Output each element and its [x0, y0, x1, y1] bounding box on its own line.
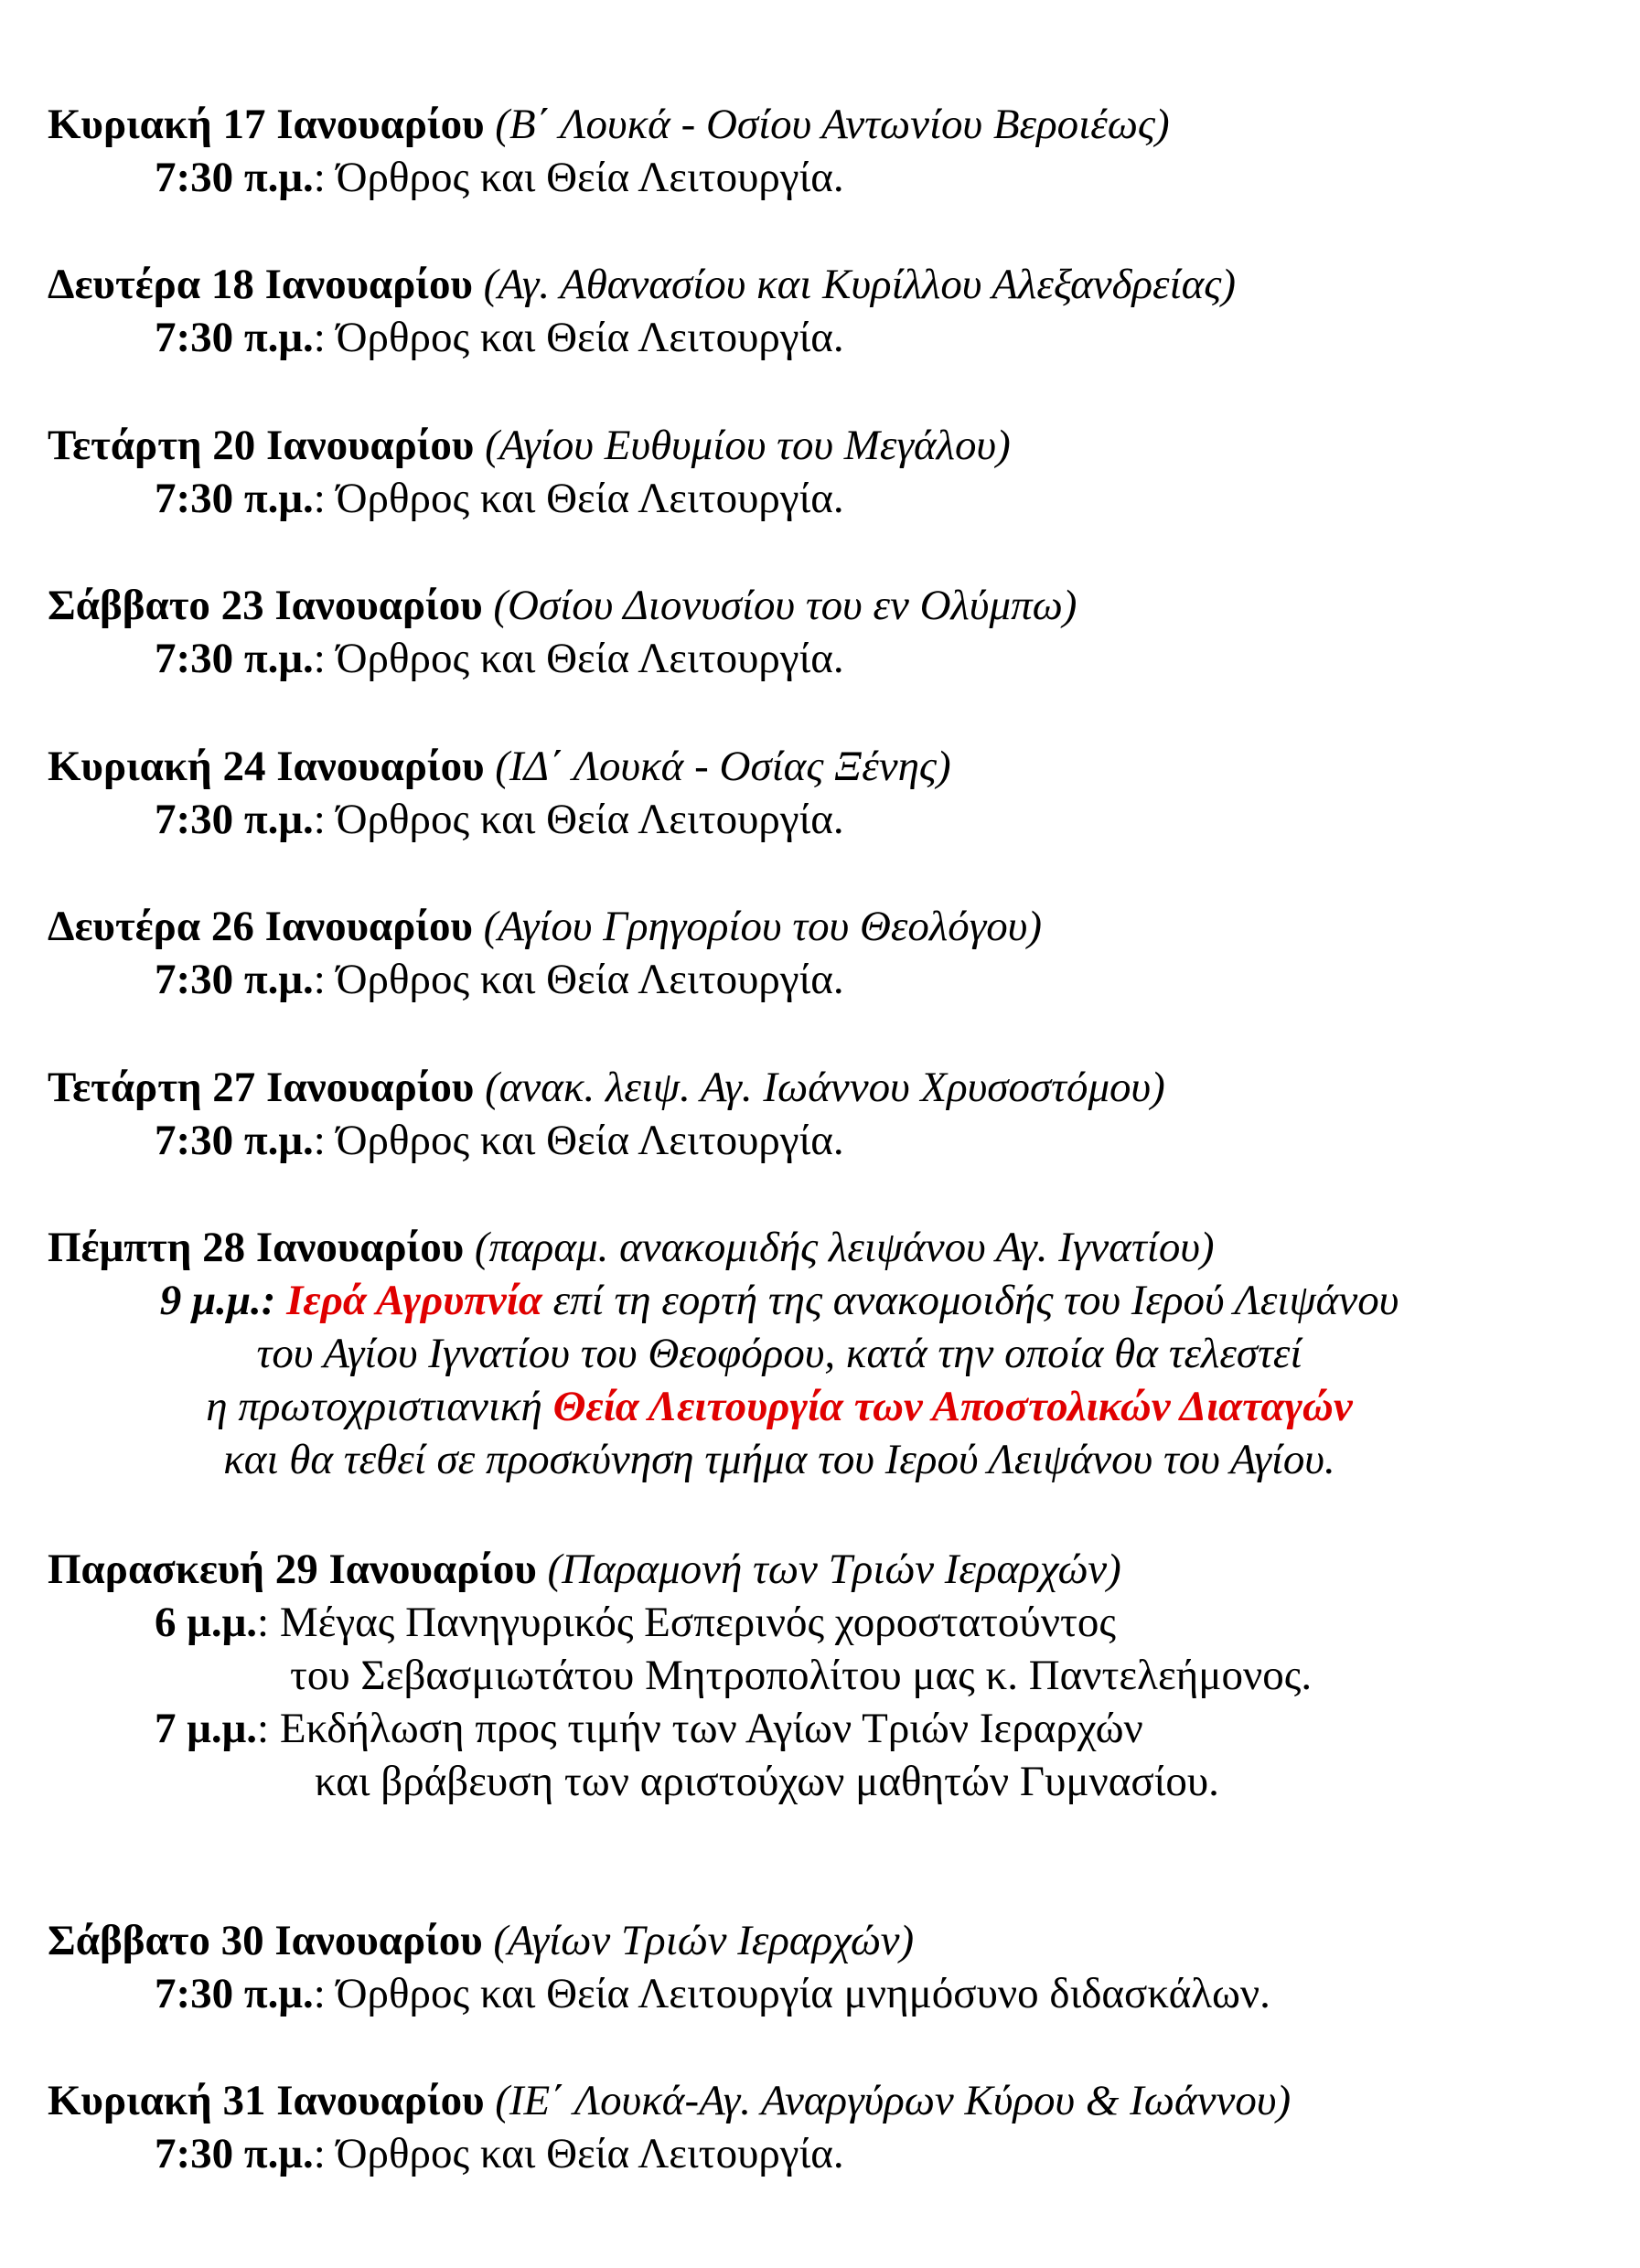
entry-service-text: : Όρθρος και Θεία Λειτουργία. — [313, 1117, 844, 1164]
vespers-time: 6 μ.μ. — [155, 1599, 258, 1646]
vigil-line-3 — [48, 1380, 1511, 1433]
schedule-entry — [48, 1061, 1602, 1167]
entry-time: 7:30 π.μ. — [155, 314, 314, 361]
entry-service-text: : Όρθρος και Θεία Λειτουργία. — [313, 635, 844, 682]
entry-time: 7:30 π.μ. — [155, 956, 314, 1003]
entry-service — [48, 953, 1602, 1006]
entry-service — [48, 793, 1602, 846]
entry-heading — [48, 98, 1602, 151]
event-text-continued: και βράβευση των αριστούχων μαθητών Γυμνασίου. — [315, 1758, 1219, 1805]
vespers-service — [48, 1596, 1602, 1649]
entry-heading — [48, 1221, 1602, 1274]
entry-heading — [48, 579, 1602, 632]
entry-day: Σάββατο 30 Ιανουαρίου — [48, 1917, 483, 1964]
vespers-text: : Μέγας Πανηγυρικός Εσπερινός χοροστατούντος — [257, 1599, 1116, 1646]
vespers-text-continued: του Σεβασμιωτάτου Μητροπολίτου μας κ. Παντελεήμονος. — [290, 1652, 1313, 1699]
schedule-entry — [48, 579, 1602, 685]
entry-heading — [48, 740, 1602, 793]
entry-day: Παρασκευή 29 Ιανουαρίου — [48, 1546, 537, 1593]
entry-heading — [48, 1914, 1602, 1967]
entry-service-text: : Όρθρος και Θεία Λειτουργία. — [313, 796, 844, 843]
entry-service — [48, 632, 1602, 685]
entry-time: 7:30 π.μ. — [155, 1117, 314, 1164]
vigil-line-1 — [48, 1274, 1511, 1327]
entry-service — [48, 2127, 1602, 2180]
entry-time: 7:30 π.μ. — [155, 2130, 314, 2177]
vigil-line-3-text: η πρωτοχριστιανική — [206, 1383, 553, 1430]
entry-time: 7:30 π.μ. — [155, 635, 314, 682]
vigil-line-1-text: επί τη εορτή της ανακομοιδής του Ιερού Λειψάνου — [541, 1277, 1399, 1324]
entry-day: Κυριακή 24 Ιανουαρίου — [48, 743, 485, 790]
friday-entry — [48, 1543, 1602, 1808]
event-text: : Εκδήλωση προς τιμήν των Αγίων Τριών Ιεραρχών — [257, 1705, 1143, 1752]
entry-service-text: : Όρθρος και Θεία Λειτουργία. — [313, 2130, 844, 2177]
entry-service — [48, 472, 1602, 525]
entry-heading — [48, 2074, 1602, 2127]
entry-service — [48, 151, 1602, 204]
entry-heading — [48, 419, 1602, 472]
entry-feast: (Β΄ Λουκά - Οσίου Αντωνίου Βεροιέως) — [495, 101, 1170, 148]
entry-time: 7:30 π.μ. — [155, 475, 314, 522]
vigil-highlight: Ιερά Αγρυπνία — [286, 1277, 542, 1324]
entry-feast: (Αγίου Γρηγορίου του Θεολόγου) — [483, 903, 1043, 950]
entry-heading — [48, 258, 1602, 311]
schedule-entry — [48, 258, 1602, 364]
entry-feast: (ΙΕ΄ Λουκά-Αγ. Αναργύρων Κύρου & Ιωάννου) — [495, 2077, 1292, 2124]
entry-feast: (Παραμονή των Τριών Ιεραρχών) — [547, 1546, 1121, 1593]
entry-feast: (ΙΔ΄ Λουκά - Οσίας Ξένης) — [495, 743, 951, 790]
entry-heading — [48, 1543, 1602, 1596]
schedule-entry — [48, 740, 1602, 846]
entry-feast: (Αγίων Τριών Ιεραρχών) — [493, 1917, 915, 1964]
vigil-time: 9 μ.μ.: — [159, 1277, 276, 1324]
entry-feast: (παραμ. ανακομιδής λειψάνου Αγ. Ιγνατίου) — [474, 1224, 1215, 1271]
entry-day: Δευτέρα 18 Ιανουαρίου — [48, 261, 473, 308]
entry-time: 7:30 π.μ. — [155, 796, 314, 843]
entry-service-text: : Όρθρος και Θεία Λειτουργία μνημόσυνο διδασκάλων. — [313, 1970, 1270, 2017]
schedule-entry — [48, 2074, 1602, 2180]
entry-day: Σάββατο 23 Ιανουαρίου — [48, 582, 483, 629]
entry-service — [48, 1114, 1602, 1167]
entry-day: Δευτέρα 26 Ιανουαρίου — [48, 903, 473, 950]
entry-day: Τετάρτη 27 Ιανουαρίου — [48, 1064, 475, 1111]
entry-service-text: : Όρθρος και Θεία Λειτουργία. — [313, 154, 844, 201]
entry-service-text: : Όρθρος και Θεία Λειτουργία. — [313, 314, 844, 361]
entry-service — [48, 1967, 1602, 2020]
entry-feast: (Αγίου Ευθυμίου του Μεγάλου) — [485, 422, 1011, 469]
entry-feast: (Αγ. Αθανασίου και Κυρίλλου Αλεξανδρείας) — [483, 261, 1236, 308]
entry-service-text: : Όρθρος και Θεία Λειτουργία. — [313, 956, 844, 1003]
entry-heading — [48, 900, 1602, 953]
event-service — [48, 1702, 1602, 1755]
entry-day: Κυριακή 31 Ιανουαρίου — [48, 2077, 485, 2124]
entry-time: 7:30 π.μ. — [155, 1970, 314, 2017]
schedule-entry — [48, 900, 1602, 1006]
event-time: 7 μ.μ. — [155, 1705, 258, 1752]
schedule-entry — [48, 98, 1602, 204]
entry-feast: (Οσίου Διονυσίου του εν Ολύμπω) — [493, 582, 1077, 629]
schedule-entry — [48, 1914, 1602, 2020]
entry-day: Κυριακή 17 Ιανουαρίου — [48, 101, 485, 148]
entry-day: Πέμπτη 28 Ιανουαρίου — [48, 1224, 465, 1271]
vigil-line-4: και θα τεθεί σε προσκύνηση τμήμα του Ιερού Λειψάνου του Αγίου. — [223, 1436, 1335, 1483]
schedule-entry — [48, 419, 1602, 525]
vigil-line-2: του Αγίου Ιγνατίου του Θεοφόρου, κατά την οποία θα τελεστεί — [256, 1330, 1302, 1377]
entry-heading — [48, 1061, 1602, 1114]
liturgy-highlight: Θεία Λειτουργία των Αποστολικών Διαταγών — [552, 1383, 1353, 1430]
entry-feast: (ανακ. λειψ. Αγ. Ιωάννου Χρυσοστόμου) — [485, 1064, 1165, 1111]
entry-time: 7:30 π.μ. — [155, 154, 314, 201]
entry-service-text: : Όρθρος και Θεία Λειτουργία. — [313, 475, 844, 522]
entry-service — [48, 311, 1602, 364]
entry-day: Τετάρτη 20 Ιανουαρίου — [48, 422, 475, 469]
vigil-entry — [48, 1221, 1602, 1486]
